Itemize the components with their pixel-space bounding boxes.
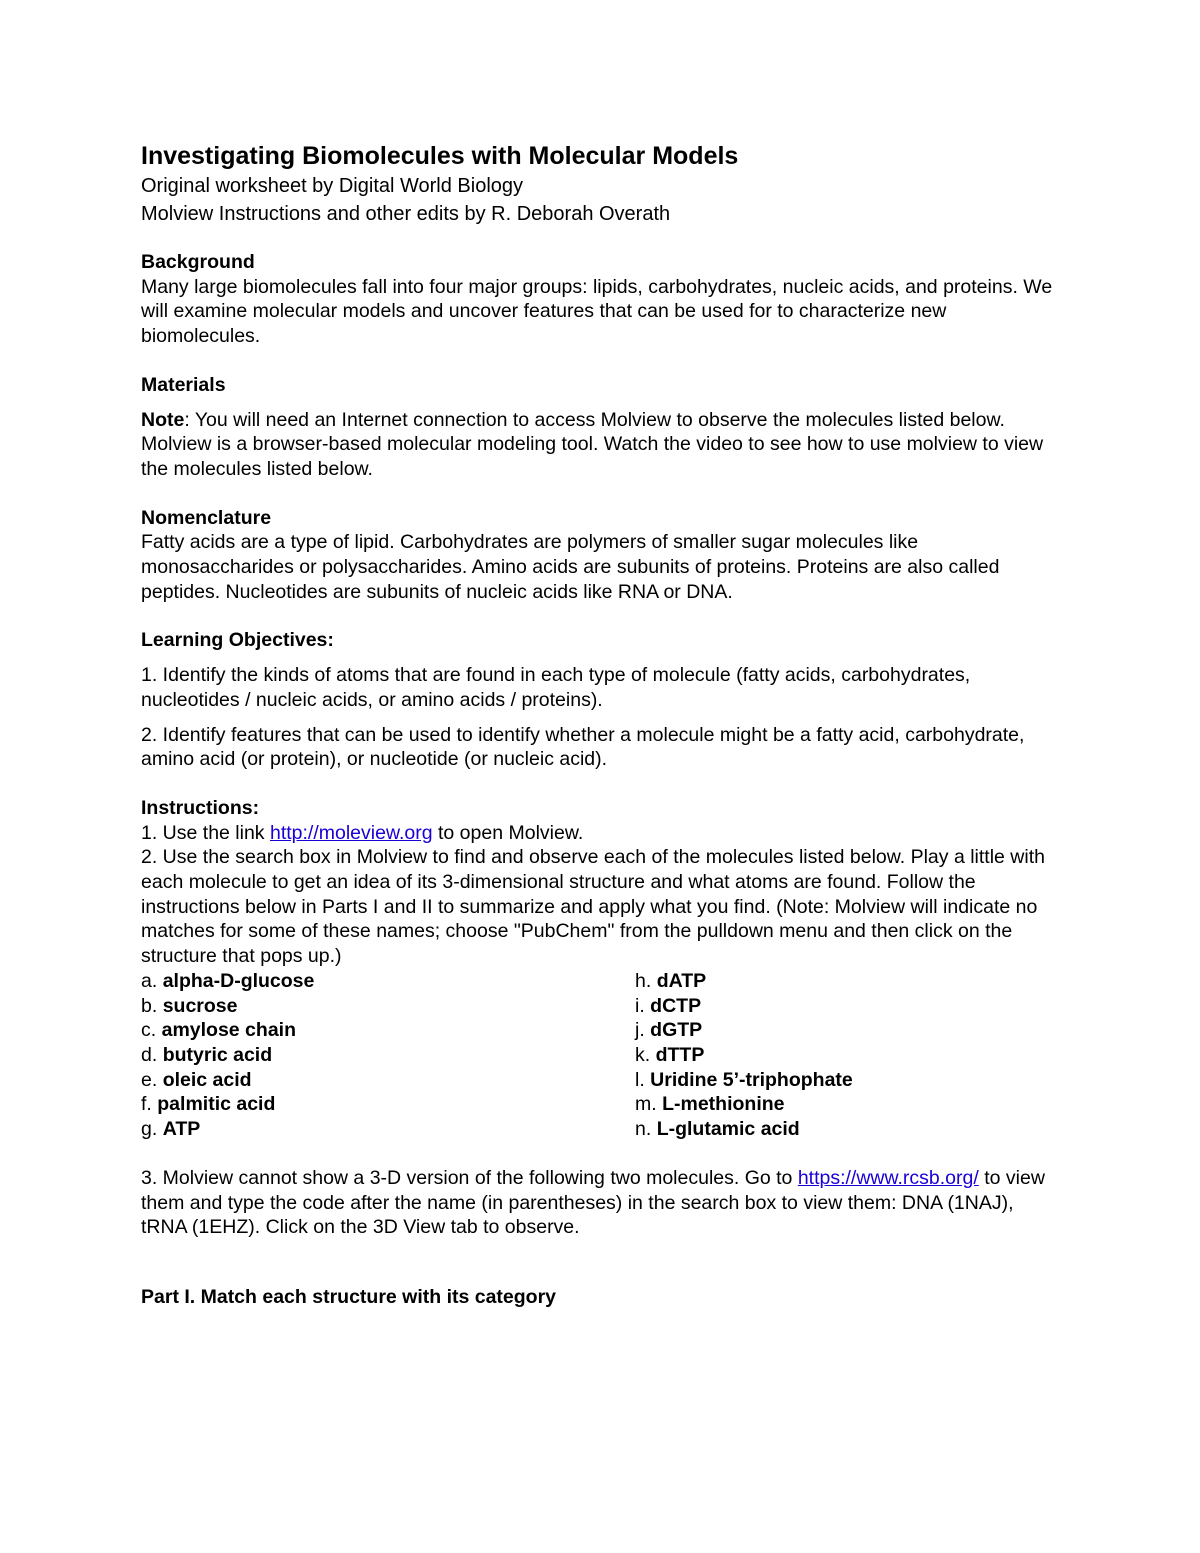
note-text: : You will need an Internet connection to access Molview to observe the molecules listed below. Molview is a browser-based molecular modeling tool. Watch the video to see how to use molview to view the molecules listed below. [141, 408, 1044, 480]
instructions-heading: Instructions: [141, 796, 260, 819]
background-heading: Background [141, 251, 255, 273]
background-text: Many large biomolecules fall into four major groups: lipids, carbohydrates, nucleic acids, and proteins. We will examine molecular models and uncover features that can be used for to characterize new biomolecules. [141, 275, 1053, 348]
worksheet-page [141, 140, 1061, 1310]
materials-heading: Materials [141, 373, 226, 396]
molecule-item-b: b. sucrose [141, 994, 238, 1017]
rcsb-link[interactable]: https://www.rcsb.org/ [797, 1166, 979, 1189]
step-1-text: 1. Use the link [141, 821, 270, 844]
molecule-item-f: f. palmitic acid [141, 1093, 276, 1116]
instruction-step-1 [141, 821, 1061, 846]
molecule-item-j: j. dGTP [635, 1019, 703, 1042]
page-title: Investigating Biomolecules with Molecular Models [141, 142, 739, 170]
step-3-text-end: to view them and type the code after the name (in parentheses) in the search box to view them: DNA (1NAJ), tRNA (1EHZ). Click on the 3D View tab to observe. [141, 1166, 1045, 1239]
moleview-link[interactable]: http://moleview.org [269, 821, 433, 844]
nomenclature-heading: Nomenclature [141, 506, 272, 529]
nomenclature-text: Fatty acids are a type of lipid. Carbohydrates are polymers of smaller sugar molecules like monosaccharides or polysaccharides. Amino acids are subunits of proteins. Proteins are also called peptides. Nucleotides are subunits of nucleic acids like RNA or DNA. [141, 531, 1000, 603]
molecule-item-k: k. dTTP [635, 1043, 705, 1066]
objectives-heading: Learning Objectives: [141, 629, 334, 652]
editor-line: Molview Instructions and other edits by R. Deborah Overath [141, 203, 671, 225]
molecule-item-m: m. L-methionine [635, 1093, 785, 1116]
materials-note [141, 408, 1061, 482]
molecule-list [141, 969, 1061, 1142]
step-3-text: 3. Molview cannot show a 3-D version of the following two molecules. Go to [141, 1166, 798, 1189]
molecule-item-c: c. amylose chain [141, 1019, 296, 1042]
note-label: Note [141, 408, 185, 431]
objective-item-1: 1. Identify the kinds of atoms that are found in each type of molecule (fatty acids, carbohydrates, nucleotides / nucleic acids, or amino acids / proteins). [141, 664, 971, 711]
molecule-item-l: l. Uridine 5’-triphophate [635, 1068, 853, 1091]
step-1-text-end: to open Molview. [432, 821, 584, 844]
molecule-item-g: g. ATP [141, 1118, 201, 1141]
molecule-item-h: h. dATP [635, 969, 707, 992]
objective-item-2: 2. Identify features that can be used to identify whether a molecule might be a fatty acid, carbohydrate, amino acid (or protein), or nucleotide (or nucleic acid). [141, 723, 1025, 771]
molecule-item-n: n. L-glutamic acid [635, 1118, 800, 1141]
part-1-heading: Part I. Match each structure with its category [141, 1285, 557, 1308]
instruction-step-3 [141, 1166, 1061, 1240]
molecule-item-d: d. butyric acid [141, 1043, 273, 1066]
molecule-item-e: e. oleic acid [141, 1068, 252, 1091]
molecule-item-a: a. alpha-D-glucose [141, 969, 315, 992]
instruction-step-2: 2. Use the search box in Molview to find and observe each of the molecules listed below. Play a little with each molecule to get an idea of its 3-dimensional structure and what atoms are found. Follow the instructions below in Parts I and II to summarize and apply what you find. (Note: Molview will indicate no matches for some of these names; choose "PubChem" from the pulldown menu and then click on the structure that pops up.) [141, 846, 1045, 968]
author-line: Original worksheet by Digital World Biology [141, 175, 524, 197]
molecule-item-i: i. dCTP [635, 994, 702, 1017]
